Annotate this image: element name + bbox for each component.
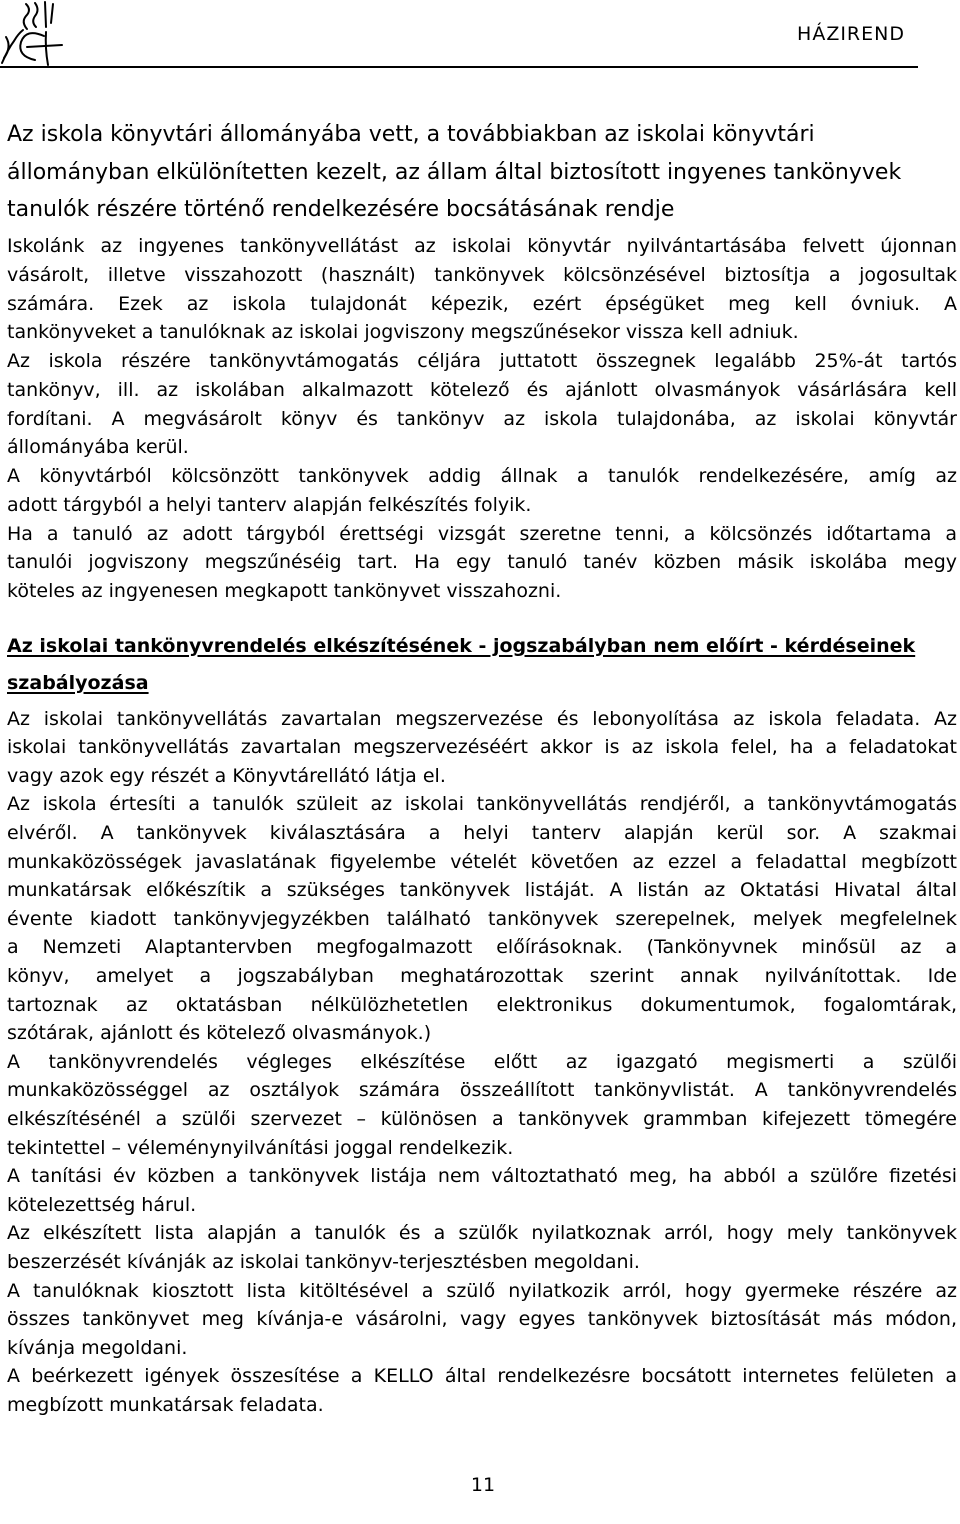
heading-line: szabályozása [7,671,149,694]
text-line: szótárak, ajánlott és kötelező olvasmányok.) [7,1022,432,1045]
text-line: Az iskola részére tankönyvtámogatás céljára juttatott összegnek legalább 25%-át tartós [7,350,957,372]
text-line: Iskolánk az ingyenes tankönyvellátást az iskolai könyvtár nyilvántartásába felvett újonnan [7,235,957,257]
text-line: Ha a tanuló az adott tárgyból érettségi vizsgát szeretne tenni, a kölcsönzés időtartama a [7,522,957,545]
text-line: számára. Ezek az iskola tulajdonát képezik, ezért épségüket meg kell óvniuk. A [7,292,957,315]
text-line: vásárolt, illetve visszahozott (használt) tankönyvek kölcsönzésével biztosítja a jogosultak [7,263,957,286]
paragraph [7,462,957,520]
paragraph [7,1162,957,1219]
text-line: tekintettel – véleménynyilvánítási joggal rendelkezik. [7,1136,514,1159]
text-line: köteles az ingyenesen megkapott tankönyvet visszahozni. [7,580,562,602]
text-line: iskolai tankönyvellátás zavartalan megszervezéséért akkor is az iskola felel, ha a feladatokat [7,736,957,759]
text-line: vagy azok egy részét a Könyvtárellátó látja el. [7,764,446,787]
heading-line: Az iskola könyvtári állományába vett, a továbbiakban az iskolai könyvtári [7,122,815,147]
text-line: tankönyveket a tanulóknak az iskolai jogviszony megszűnésekor vissza kell adniuk. [7,321,799,344]
text-line: tartoznak az oktatásban nélkülözhetetlen elektronikus dokumentumok, fogalomtárak, [7,993,957,1016]
text-line: kívánja megoldani. [7,1336,188,1359]
text-line: évente kiadott tankönyvjegyzékben található tankönyvek szerepelnek, melyek megfelelnek [7,907,957,930]
text-line: A tanítási év közben a tankönyvek listája nem változtatható meg, ha abból a szülőre fizetési [7,1165,957,1188]
section-body [7,705,957,1420]
text-line: összes tankönyvet meg kívánja-e vásárolni, vagy egyes tankönyvek biztosítását más módon, [7,1308,957,1331]
section-heading [7,628,957,702]
text-line: Az iskolai tankönyvellátás zavartalan megszervezése és lebonyolítása az iskola feladata. Az [7,707,957,730]
paragraph [7,705,957,791]
heading-line-wrap [7,628,957,665]
text-line: Az iskola értesíti a tanulók szüleit az iskolai tankönyvellátás rendjéről, a tankönyvtámogatás [7,793,957,816]
paragraph [7,347,957,462]
header-title: HÁZIREND [797,23,905,45]
hand-drawn-school-logo-icon [0,0,70,68]
text-line: tanulói jogviszony megszűnéséig tart. Ha egy tanuló tanév közben másik iskolába megy [7,551,957,574]
section-body [7,232,957,606]
text-line: fordítani. A megvásárolt könyv és tankönyv az iskola tulajdonába, az iskolai könyvtár [7,407,957,430]
paragraph [7,520,957,606]
heading-line: tanulók részére történő rendelkezésére bocsátásának rendje [7,197,675,222]
text-line: megbízott munkatársak feladata. [7,1393,324,1416]
text-line: A beérkezett igények összesítése a KELLO által rendelkezésre bocsátott internetes felületen a [7,1365,957,1388]
paragraph [7,232,957,347]
text-line: adott tárgyból a helyi tanterv alapján felkészítés folyik. [7,493,532,516]
text-line: munkaközösségek javaslatának figyelembe vételét követően az ezzel a feladattal megbízott [7,850,957,873]
text-line: munkatársak előkészítik a szükséges tankönyvek listáját. A listán az Oktatási Hivatal által [7,879,957,902]
text-line: könyv, amelyet a jogszabályban meghatározottak szerint annak nyilvánítottak. Ide [7,965,957,988]
paragraph [7,790,957,1047]
page-number: 11 [470,1474,496,1496]
paragraph [7,1277,957,1363]
text-line: A tanulóknak kiosztott lista kitöltésével a szülő nyilatkozik arról, hogy gyermeke részére az [7,1279,957,1302]
text-line: elvéről. A tankönyvek kiválasztására a helyi tanterv alapján kerül sor. A szakmai [7,822,957,845]
text-line: állományába kerül. [7,436,189,459]
paragraph [7,1048,957,1162]
text-line: munkaközösséggel az osztályok számára összeállított tankönyvlistát. A tankönyvrendelés [7,1079,957,1102]
paragraph [7,1219,957,1276]
header-rule [0,66,918,68]
text-line: beszerzését kívánják az iskolai tankönyv-terjesztésben megoldani. [7,1250,640,1273]
text-line: A tankönyvrendelés végleges elkészítése előtt az igazgató megismerti a szülői [7,1050,957,1073]
text-line: elkészítésénél a szülői szervezet – különösen a tankönyvek grammban kifejezett tömegére [7,1108,957,1130]
text-line: A könyvtárból kölcsönzött tankönyvek addig állnak a tanulók rendelkezésére, amíg az [7,465,957,487]
heading-line: állományban elkülönítetten kezelt, az állam által biztosított ingyenes tankönyvek [7,159,902,185]
section-heading [7,116,957,229]
heading-line-wrap [7,665,957,702]
heading-line: Az iskolai tankönyvrendelés elkészítésének - jogszabályban nem előírt - kérdéseinek [7,634,916,657]
text-line: tankönyv, ill. az iskolában alkalmazott kötelező és ajánlott olvasmányok vásárlására kell [7,378,957,401]
text-line: kötelezettség hárul. [7,1193,197,1216]
text-line: a Nemzeti Alaptantervben megfogalmazott előírásoknak. (Tankönyvnek minősül az a [7,936,957,959]
text-line: Az elkészített lista alapján a tanulók és a szülők nyilatkoznak arról, hogy mely tankönyvek [7,1222,957,1245]
paragraph [7,1362,957,1419]
